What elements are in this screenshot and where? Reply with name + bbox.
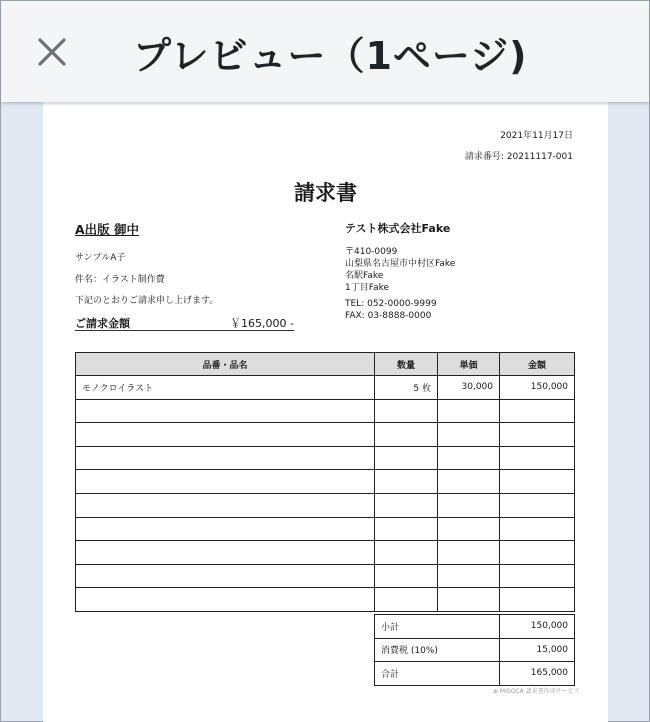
unit-price-cell xyxy=(438,399,500,423)
invoice-date: 2021年11月17日 xyxy=(500,131,573,141)
recipient-name: A出版 御中 xyxy=(75,222,140,237)
unit-price-cell xyxy=(438,470,500,494)
quantity-cell xyxy=(375,588,438,612)
item-name-cell xyxy=(76,588,375,612)
quantity-cell: 5 枚 xyxy=(375,376,438,400)
tax-label: 消費税 (10%) xyxy=(375,638,500,662)
document-title: 請求書 xyxy=(294,181,357,205)
table-row xyxy=(76,376,575,400)
grand-total-value: 165,000 xyxy=(500,662,575,686)
table-row xyxy=(76,541,575,565)
item-name-cell xyxy=(76,423,375,447)
amount-cell xyxy=(500,446,575,470)
unit-price-cell xyxy=(438,446,500,470)
table-row xyxy=(76,446,575,470)
unit-price-cell: 30,000 xyxy=(438,376,500,400)
tax-value: 15,000 xyxy=(500,638,575,662)
table-row xyxy=(76,564,575,588)
amount-cell xyxy=(500,470,575,494)
items-header-row xyxy=(76,353,575,376)
table-row xyxy=(76,470,575,494)
invoice-message: 下記のとおりご請求申し上げます。 xyxy=(75,296,219,306)
quantity-cell xyxy=(375,470,438,494)
table-row xyxy=(76,588,575,612)
issuer-fax: FAX: 03-8888-0000 xyxy=(345,311,432,321)
grand-total-label: 合計 xyxy=(375,662,500,686)
total-label: ご請求金額 xyxy=(75,317,130,330)
issuer-address-2: 名駅Fake xyxy=(345,271,384,281)
unit-price-cell xyxy=(438,588,500,612)
summary-table xyxy=(374,614,575,686)
misoca-logo: ⊕ MISOCA 請求書作成サービス xyxy=(493,688,580,695)
page-title: プレビュー（1ページ) xyxy=(133,34,528,78)
table-row xyxy=(76,423,575,447)
issuer-address-3: 1丁目Fake xyxy=(345,283,390,293)
grand-total-row xyxy=(375,662,575,686)
total-value: ￥165,000 - xyxy=(230,317,294,330)
tax-row xyxy=(375,638,575,662)
item-name-cell xyxy=(76,446,375,470)
amount-cell xyxy=(500,399,575,423)
column-header-unit-price: 単価 xyxy=(438,353,500,376)
amount-cell xyxy=(500,564,575,588)
item-name-cell xyxy=(76,517,375,541)
preview-header xyxy=(1,1,649,102)
table-row xyxy=(76,493,575,517)
item-name-cell xyxy=(76,541,375,565)
unit-price-cell xyxy=(438,541,500,565)
unit-price-cell xyxy=(438,423,500,447)
amount-cell xyxy=(500,493,575,517)
table-row xyxy=(76,399,575,423)
quantity-cell xyxy=(375,493,438,517)
amount-cell xyxy=(500,588,575,612)
column-header-amount: 金額 xyxy=(500,353,575,376)
quantity-cell xyxy=(375,399,438,423)
quantity-cell xyxy=(375,423,438,447)
amount-cell xyxy=(500,541,575,565)
invoice-subject: 件名：イラスト制作費 xyxy=(75,275,165,285)
item-name-cell: モノクロイラスト xyxy=(76,376,375,400)
unit-price-cell xyxy=(438,493,500,517)
total-amount-row xyxy=(75,312,294,331)
amount-cell xyxy=(500,423,575,447)
subtotal-label: 小計 xyxy=(375,615,500,639)
subtotal-value: 150,000 xyxy=(500,615,575,639)
amount-cell: 150,000 xyxy=(500,376,575,400)
table-row xyxy=(76,517,575,541)
subtotal-row xyxy=(375,615,575,639)
unit-price-cell xyxy=(438,564,500,588)
invoice-page xyxy=(43,102,608,722)
close-icon[interactable] xyxy=(31,31,73,73)
column-header-quantity: 数量 xyxy=(375,353,438,376)
quantity-cell xyxy=(375,564,438,588)
quantity-cell xyxy=(375,541,438,565)
issuer-postal: 〒410-0099 xyxy=(345,247,398,257)
contact-person: サンプルA子 xyxy=(75,253,126,263)
quantity-cell xyxy=(375,517,438,541)
item-name-cell xyxy=(76,493,375,517)
issuer-tel: TEL: 052-0000-9999 xyxy=(345,299,437,309)
column-header-item: 品番・品名 xyxy=(76,353,375,376)
item-name-cell xyxy=(76,399,375,423)
items-table xyxy=(75,352,575,612)
issuer-address-1: 山梨県名古屋市中村区Fake xyxy=(345,259,456,269)
invoice-number: 請求番号: 20211117-001 xyxy=(464,152,573,162)
unit-price-cell xyxy=(438,517,500,541)
issuer-company: テスト株式会社Fake xyxy=(345,222,451,235)
quantity-cell xyxy=(375,446,438,470)
item-name-cell xyxy=(76,470,375,494)
close-button[interactable] xyxy=(31,31,73,73)
amount-cell xyxy=(500,517,575,541)
item-name-cell xyxy=(76,564,375,588)
